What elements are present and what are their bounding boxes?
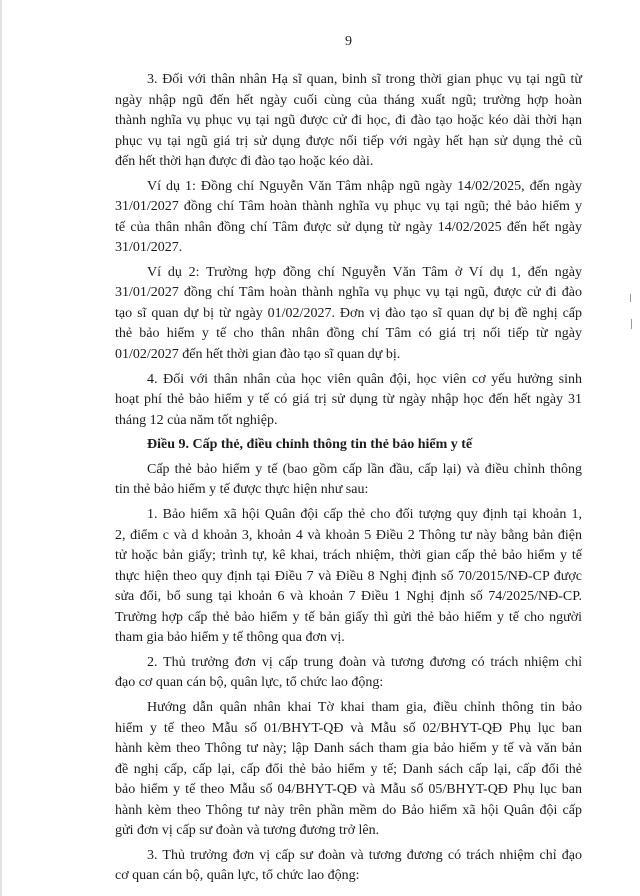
- text-line: đề nghị cấp, cấp lại, cấp đổi thẻ bảo hiểm y tế; Danh sách cấp lại, cấp đổi thẻ: [115, 761, 582, 777]
- heading-line: Điều 9. Cấp thẻ, điều chỉnh thông tin thẻ bảo hiểm y tế: [147, 437, 473, 453]
- text-line: gửi đơn vị cấp sư đoàn và tương đương trở lên.: [115, 823, 380, 838]
- text-line: 4. Đối với thân nhân của học viên quân đội, học viên cơ yếu hưởng sinh: [147, 371, 582, 387]
- article-9-clause-2-instruction: [115, 698, 582, 842]
- text-line: hiểm y tế theo Mẫu số 01/BHYT-QĐ và Mẫu số 02/BHYT-QĐ Phụ lục ban: [115, 720, 582, 736]
- text-line: Cấp thẻ bảo hiểm y tế (bao gồm cấp lần đầu, cấp lại) và điều chỉnh thông: [147, 461, 582, 477]
- text-line: cơ quan cán bộ, quân lực, tổ chức lao động:: [115, 868, 360, 884]
- scan-edge: [0, 0, 2, 896]
- text-line: tử hoặc bản giấy; trình tự, kê khai, trách nhiệm, thời gian cấp thẻ bảo hiểm y tế: [115, 548, 582, 564]
- paragraph-example-1: [115, 177, 582, 259]
- text-line: 2. Thủ trưởng đơn vị cấp trung đoàn và tương đương có trách nhiệm chỉ: [147, 654, 582, 670]
- text-line: bảo hiểm y tế theo Mẫu số 04/BHYT-QĐ và Mẫu số 05/BHYT-QĐ Phụ lục ban: [115, 782, 582, 797]
- paragraph-example-2: [115, 263, 582, 366]
- text-line: 31/01/2027 đồng chí Tâm hoàn thành nghĩa vụ phục vụ tại ngũ; thẻ bảo hiểm y: [115, 199, 582, 215]
- text-line: 3. Thủ trưởng đơn vị cấp sư đoàn và tương đương có trách nhiệm chỉ đạo: [147, 847, 582, 863]
- text-line: 31/01/2027.: [115, 240, 183, 256]
- text-line: sửa đổi, bổ sung tại khoản 6 và khoản 7 Điều 1 Nghị định số 74/2025/NĐ-CP.: [115, 589, 582, 605]
- text-line: 1. Bảo hiểm xã hội Quân đội cấp thẻ cho đối tượng quy định tại khoản 1,: [147, 507, 582, 523]
- page-number: 9: [345, 34, 352, 49]
- article-9-intro: [115, 460, 582, 501]
- text-line: 01/02/2027 đến hết thời gian đào tạo sĩ quan dự bị.: [115, 346, 401, 362]
- text-line: tháng 12 của năm tốt nghiệp.: [115, 412, 278, 428]
- text-line: tế của thân nhân đồng chí Tâm được sử dụng từ ngày 14/02/2025 đến hết ngày: [115, 219, 582, 235]
- text-line: tin thẻ bảo hiểm y tế được thực hiện như sau:: [115, 482, 369, 498]
- text-line: thành nghĩa vụ phục vụ tại ngũ được cử đi học, đi đào tạo hoặc kéo dài thời hạn: [115, 113, 582, 128]
- text-line: 31/01/2027 đồng chí Tâm hoàn thành nghĩa vụ phục vụ tại ngũ, được cử đi đào: [115, 285, 582, 301]
- scan-mark: [631, 319, 632, 329]
- text-line: 2, điểm c và d khoản 3, khoản 4 và khoản 5 Điều 2 Thông tư này bằng bản điện: [115, 527, 582, 543]
- article-9-clause-1: [115, 505, 582, 649]
- text-line: hoạt phí thẻ bảo hiểm y tế có giá trị sử dụng từ ngày nhập học đến hết ngày 31: [115, 392, 582, 408]
- text-line: Ví dụ 1: Đồng chí Nguyễn Văn Tâm nhập ngũ ngày 14/02/2025, đến ngày: [147, 178, 582, 194]
- text-line: hành kèm theo Thông tư này; lập Danh sách tham gia bảo hiểm y tế và văn bản: [115, 741, 582, 756]
- text-line: phục vụ tại ngũ giá trị sử dụng được nối tiếp với ngày hết hạn sử dụng thẻ cũ: [115, 133, 582, 149]
- text-line: Trường hợp cấp thẻ bảo hiểm y tế bản giấy thì gửi thẻ bảo hiểm y tế cho người: [115, 609, 582, 625]
- text-line: hành kèm theo Thông tư này trên phần mềm do Bảo hiểm xã hội Quân đội cấp: [115, 802, 582, 818]
- text-line: Ví dụ 2: Trường hợp đồng chí Nguyễn Văn Tâm ở Ví dụ 1, đến ngày: [147, 264, 582, 280]
- text-line: tạo sĩ quan dự bị từ ngày 01/02/2027. Đơn vị đào tạo sĩ quan dự bị đề nghị cấp: [115, 305, 582, 321]
- text-line: đạo cơ quan cán bộ, quân lực, tổ chức lao động:: [115, 675, 384, 691]
- text-line: thẻ bảo hiểm y tế cho thân nhân đồng chí Tâm có giá trị nối tiếp từ ngày: [115, 326, 582, 342]
- paragraph-clause-4: [115, 370, 582, 432]
- scan-mark: [630, 294, 631, 302]
- text-line: tham gia bảo hiểm y tế thông qua đơn vị.: [115, 630, 345, 646]
- article-9-heading: [115, 435, 582, 456]
- article-9-clause-2: [115, 653, 582, 694]
- text-line: ngày nhập ngũ đến hết ngày cuối cùng của tháng xuất ngũ; trường hợp hoàn: [115, 92, 582, 108]
- text-line: 3. Đối với thân nhân Hạ sĩ quan, binh sĩ trong thời gian phục vụ tại ngũ từ: [147, 72, 582, 87]
- text-line: đến hết thời hạn được đi đào tạo hoặc kéo dài.: [115, 154, 374, 169]
- text-line: Hướng dẫn quân nhân khai Tờ khai tham gia, điều chỉnh thông tin bảo: [147, 700, 582, 715]
- text-line: thực hiện theo quy định tại Điều 7 và Điều 8 Nghị định số 70/2015/NĐ-CP được: [115, 568, 582, 584]
- document-body: [115, 70, 582, 887]
- paragraph-clause-3: [115, 70, 582, 173]
- article-9-clause-3: [115, 846, 582, 887]
